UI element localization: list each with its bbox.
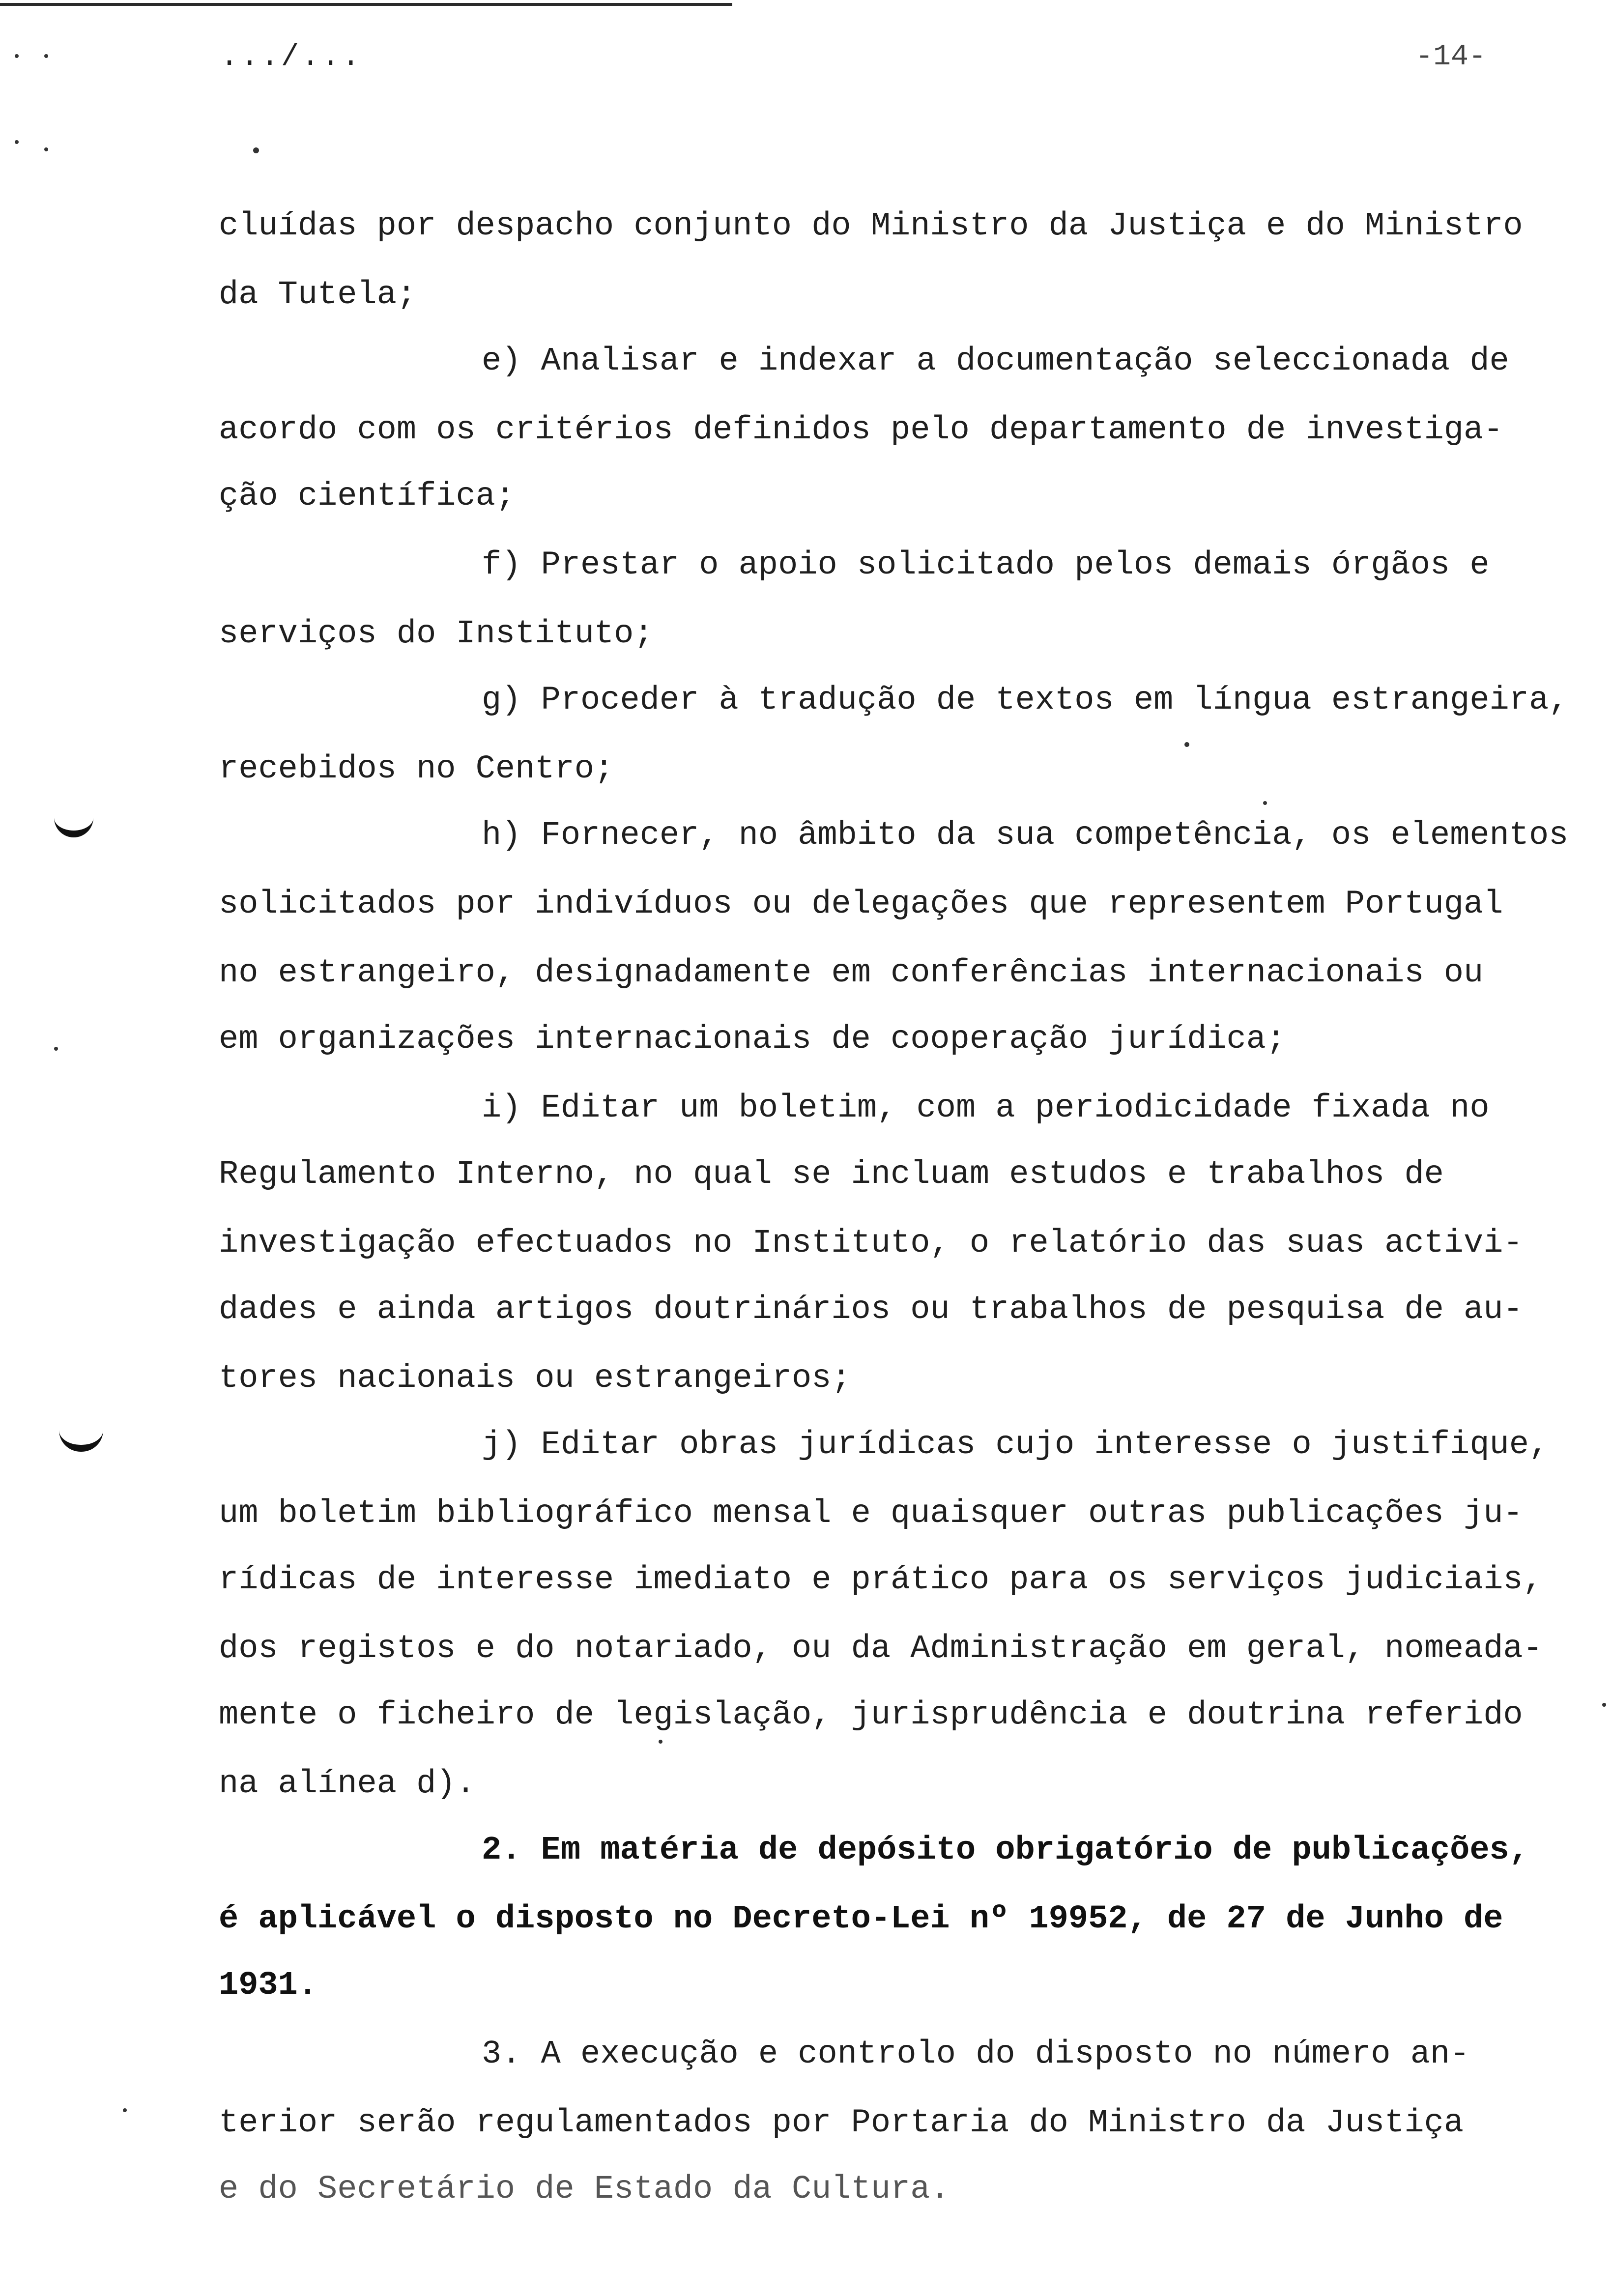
item-e-heading: e) Analisar e indexar a documentação seleccionada de (482, 343, 1509, 380)
section-3-heading: 3. A execução e controlo do disposto no número an- (482, 2036, 1470, 2073)
page-number: -14- (1415, 40, 1487, 74)
text-line: no estrangeiro, designadamente em conferências internacionais ou (219, 954, 1484, 992)
text-line: cluídas por despacho conjunto do Ministro da Justiça e do Ministro (219, 207, 1523, 245)
scan-speck (1263, 801, 1267, 805)
text-line: tores nacionais ou estrangeiros; (219, 1360, 851, 1397)
text-line: serviços do Instituto; (219, 615, 654, 653)
item-j-heading: j) Editar obras jurídicas cujo interesse o justifique, (482, 1426, 1549, 1464)
scan-speck (659, 1740, 662, 1744)
text-line: dades e ainda artigos doutrinários ou trabalhos de pesquisa de au- (219, 1291, 1523, 1328)
scan-speck (54, 1047, 58, 1051)
text-line: dos registos e do notariado, ou da Administração em geral, nomeada- (219, 1630, 1543, 1667)
text-line: na alínea d). (219, 1765, 476, 1803)
text-line: mente o ficheiro de legislação, jurisprudência e doutrina referido (219, 1696, 1523, 1734)
text-line: ção científica; (219, 478, 516, 515)
text-line: Regulamento Interno, no qual se incluam estudos e trabalhos de (219, 1156, 1444, 1193)
item-f-heading: f) Prestar o apoio solicitado pelos demais órgãos e (482, 546, 1490, 584)
binder-mark (59, 1430, 103, 1452)
text-line: recebidos no Centro; (219, 750, 614, 788)
text-line: investigação efectuados no Instituto, o relatório das suas activi- (219, 1225, 1523, 1262)
section-2-heading: 2. Em matéria de depósito obrigatório de publicações, (482, 1832, 1529, 1869)
scan-speck (1602, 1703, 1606, 1707)
scan-speck (1184, 742, 1189, 747)
scan-speck (15, 54, 19, 58)
item-h-heading: h) Fornecer, no âmbito da sua competência, os elementos (482, 817, 1569, 854)
scan-speck (123, 2108, 127, 2112)
text-line: e do Secretário de Estado da Cultura. (219, 2171, 950, 2208)
text-line: da Tutela; (219, 276, 417, 314)
scan-speck (15, 140, 19, 144)
continuation-marker: .../... (220, 39, 362, 74)
text-line: acordo com os critérios definidos pelo departamento de investiga- (219, 411, 1503, 449)
text-line: 1931. (219, 1967, 318, 2004)
scan-speck (44, 147, 48, 151)
text-line: em organizações internacionais de cooperação jurídica; (219, 1021, 1286, 1058)
top-border-rule (0, 3, 732, 6)
scan-speck (44, 54, 48, 58)
scan-speck (253, 147, 259, 153)
text-line: é aplicável o disposto no Decreto-Lei nº 19952, de 27 de Junho de (219, 1900, 1503, 1938)
text-line: um boletim bibliográfico mensal e quaisquer outras publicações ju- (219, 1495, 1523, 1532)
item-g-heading: g) Proceder à tradução de textos em língua estrangeira, (482, 682, 1569, 719)
text-line: terior serão regulamentados por Portaria do Ministro da Justiça (219, 2104, 1464, 2142)
item-i-heading: i) Editar um boletim, com a periodicidade fixada no (482, 1090, 1490, 1127)
binder-mark (54, 816, 93, 837)
text-line: solicitados por indivíduos ou delegações que representem Portugal (219, 886, 1503, 923)
text-line: rídicas de interesse imediato e prático para os serviços judiciais, (219, 1561, 1543, 1599)
